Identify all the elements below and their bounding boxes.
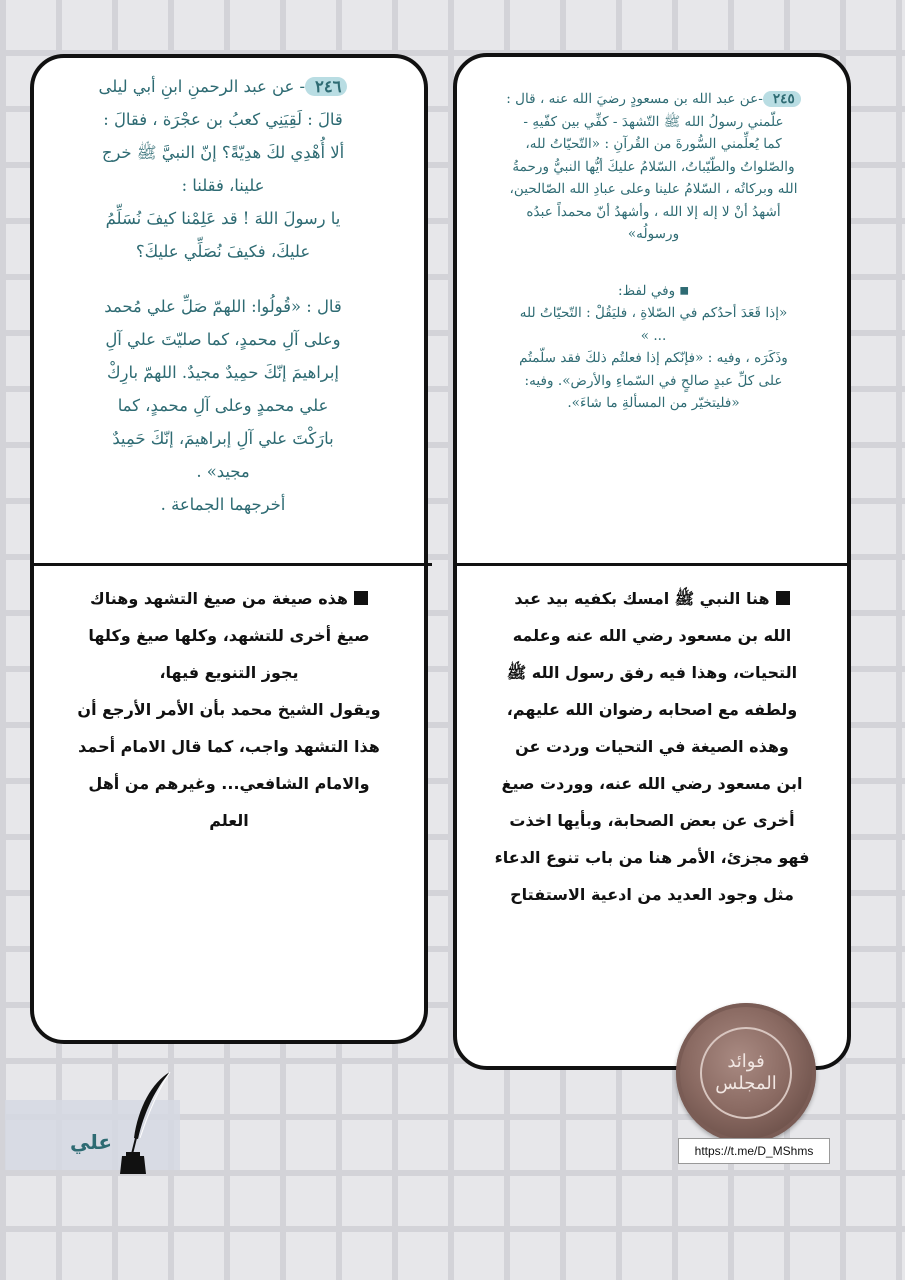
hadith-line: علّمني رسولُ الله ﷺ التّشهدَ - كفِّي بين كفّيهِ - [523,113,784,130]
hadith-246 [38,70,408,521]
commentary-line: ولطفه مع اصحابه رضوان الله عليهم، [506,700,798,719]
hadith-number: ٢٤٦ [305,77,347,96]
commentary-line: الله بن مسعود رضي الله عنه وعلمه [512,626,792,645]
commentary-right [468,580,836,913]
hadith-line: قال : «قُولُوا: اللهمّ صَلِّ علي مُحمد [104,297,342,316]
commentary-line: ويقول الشيخ محمد بأن الأمر الأرجع أن [77,700,381,719]
commentary-line: أخرى عن بعض الصحابة، وبأيها اخذت [509,811,795,830]
hadith-line: أشهدُ أنْ لا إله إلا الله ، وأشهدُ أنّ محمداً عبدُه [526,203,781,220]
hadith-opening: - عن عبد الرحمنِ ابنِ أبي ليلى [98,77,306,96]
channel-link[interactable]: https://t.me/D_MShms [678,1138,830,1164]
commentary-line: هنا النبي ﷺ امسك بكفيه بيد عبد [514,589,770,608]
hadith-line: «فليتخيّر من المسألةِ ما شاءَ». [567,395,740,412]
commentary-left [44,580,414,839]
hadith-line: «إذا قَعَدَ أحدُكم في الصّلاةِ ، فليَقُلْ : التّحيّاتُ لله [519,305,788,322]
commentary-line: ابن مسعود رضي الله عنه، ووردت صيغ [501,774,803,793]
commentary-line: يجوز التنويع فيها، [159,663,299,682]
commentary-line: والامام الشافعي... وغيرهم من أهل [88,774,370,793]
hadith-line: كما يُعلِّمني السُّورةَ من القُرآنِ : «التّحيّاتُ لله، [525,136,782,152]
hadith-line: وعلى آلِ محمدٍ، كما صليّتَ علي آلِ [105,330,341,349]
hadith-line: والصّلواتُ والطّيّباتُ، السّلامُ عليكَ أيُّها النبيُّ ورحمةُ [512,158,795,175]
hadith-line: على كلِّ عبدٍ صالحٍ في السّماءِ والأرض». وفيه: [524,372,783,389]
commentary-line: صيغ أخرى للتشهد، وكلها صيغ وكلها [88,626,370,645]
hadith-source: أخرجهما الجماعة . [160,495,286,514]
hadith-line: ألا أُهْدِي لكَ هدِيّةً؟ إنّ النبيَّ ﷺ خرج [101,143,345,162]
hadith-line: مجيد» . [196,462,250,481]
hadith-line: وذَكَرَه ، وفيه : «فإنّكم إذا فعلتُم ذلكَ فقد سلّمتُم [519,350,788,367]
hadith-number: ٢٤٥ [763,91,801,107]
hadith-line: علي محمدٍ وعلى آلِ محمدٍ، كما [117,396,329,415]
seal-line-2: المجلس [715,1073,777,1094]
variant-label-text: وفي لفظ: [618,282,676,299]
seal-text [700,1027,792,1119]
wax-seal-logo [676,1003,816,1143]
bullet-square-icon: ■ [679,284,689,296]
commentary-line: العلم [209,811,249,830]
seal-line-1: فوائد [727,1051,765,1072]
hadith-line: بارَكْتَ علي آلِ إبراهيمَ، إنّكَ حَمِيدٌ [112,429,334,448]
hadith-line: إبراهيمَ إنّكَ حمِيدٌ مجيدٌ. اللهمّ بارِكْ [107,363,339,382]
square-bullet-icon [776,591,790,605]
hadith-line: يا رسولَ اللهَ ! قد عَلِمْنا كيفَ نُسَلِّمُ [105,209,341,228]
divider-right [453,563,851,566]
hadith-line: ورسولُه» [627,226,680,242]
commentary-line: مثل وجود العديد من ادعية الاستفتاح [510,885,794,904]
square-bullet-icon [354,591,368,605]
commentary-line: وهذه الصيغة في التحيات وردت عن [515,737,789,756]
hadith-line: ... » [640,327,667,344]
hadith-245 [466,88,841,415]
commentary-line: هذا التشهد واجب، كما قال الامام أحمد [78,737,380,756]
divider-left [30,563,432,566]
hadith-opening: -عن عبد الله بن مسعودٍ رضيَ الله عنه ، قال : [506,91,763,107]
commentary-line: التحيات، وهذا فيه رفق رسول الله ﷺ [506,663,798,682]
hadith-line: علينا، فقلنا : [181,176,265,195]
hadith-line: قالَ : لَقِيَنِي كعبُ بن عجْرَة ، فقالَ : [103,110,343,129]
hadith-line: عليكَ، فكيفَ نُصَلِّي عليكَ؟ [135,242,311,261]
hadith-variant-label [466,280,841,303]
commentary-line: هذه صيغة من صيغ التشهد وهناك [90,589,348,608]
signature-name: علي [70,1130,113,1154]
commentary-line: فهو مجزئ، الأمر هنا من باب تنوع الدعاء [494,848,810,867]
quill-inkwell-icon [112,1068,176,1176]
hadith-line: الله وبركاتُه ، السّلامُ علينا وعلى عبادِ الله الصّالحين، [509,181,798,197]
